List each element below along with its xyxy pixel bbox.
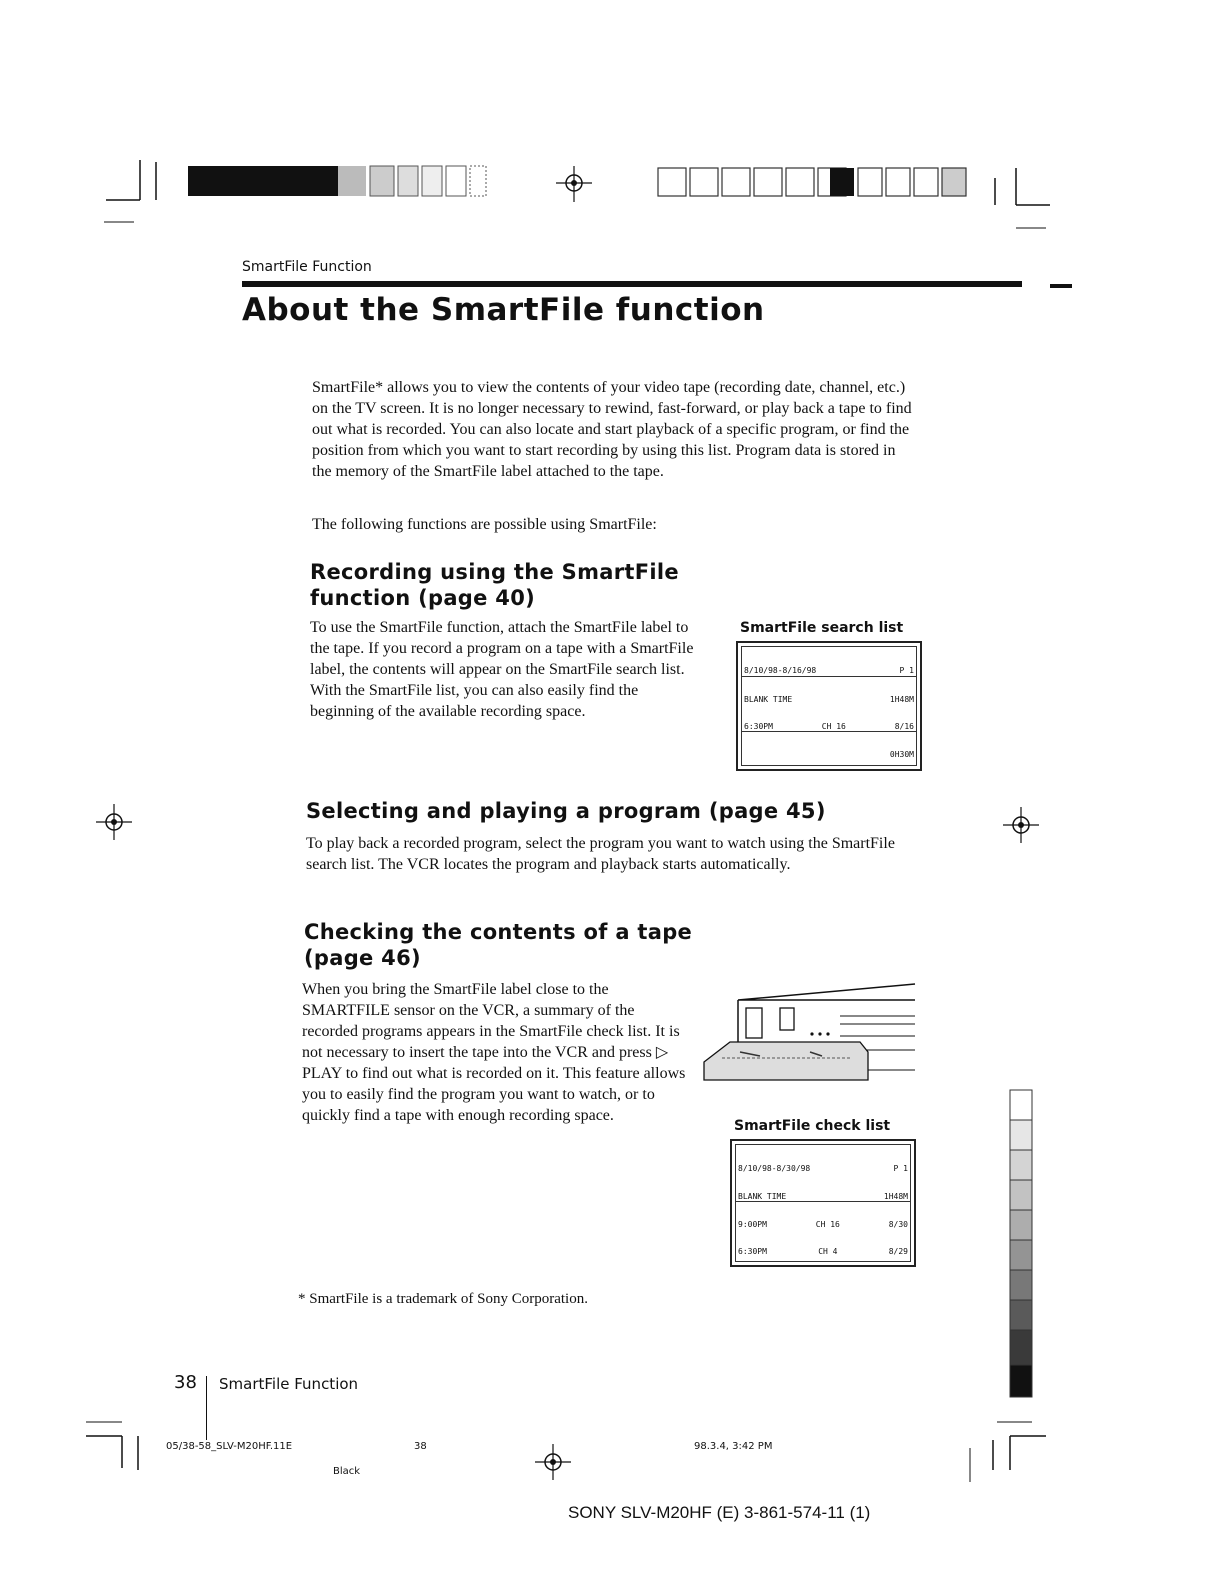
list-item: 6:30PM CH 4 8/29 xyxy=(738,1247,908,1256)
blank-time-value: 1H48M xyxy=(883,1192,908,1201)
registration-mark-top xyxy=(556,166,592,202)
check-list-caption: SmartFile check list xyxy=(734,1118,891,1134)
gray-scale-strip xyxy=(1010,1090,1032,1397)
search-list-screen xyxy=(736,641,922,771)
search-list-date-range: 8/10/98-8/16/98 xyxy=(744,666,817,675)
check-list-page: P 1 xyxy=(893,1164,908,1173)
search-list-page: P 1 xyxy=(899,666,914,675)
blank-time-label: BLANK TIME xyxy=(738,1192,787,1201)
blank-time-value: 1H48M xyxy=(889,695,914,704)
blank-time-label: BLANK TIME xyxy=(744,695,793,704)
list-item: 9:00PM CH 16 8/30 xyxy=(738,1220,908,1229)
print-timestamp: 98.3.4, 3:42 PM xyxy=(694,1441,773,1452)
heading-line: (page 46) xyxy=(304,946,421,970)
registration-mark-left xyxy=(96,804,132,840)
section-body-recording: To use the SmartFile function, attach the SmartFile label to the tape. If you record a program on a tape with a SmartFile label, the contents will appear on the SmartFile search list. With the SmartFile list, you can also easily find the beginning of the available recording space. xyxy=(310,619,694,720)
page-title: About the SmartFile function xyxy=(242,292,765,328)
vcr-illustration xyxy=(700,980,920,1090)
print-page-ref: 38 xyxy=(414,1441,427,1452)
check-list-date-range: 8/10/98-8/30/98 xyxy=(738,1164,811,1173)
color-bar-left xyxy=(188,166,486,196)
heading-line: Recording using the SmartFile xyxy=(310,560,679,584)
model-line: SONY SLV-M20HF (E) 3-861-574-11 (1) xyxy=(568,1503,871,1522)
check-list-screen xyxy=(730,1139,916,1267)
footnote: * SmartFile is a trademark of Sony Corporation. xyxy=(298,1291,588,1307)
section-heading-checking xyxy=(304,919,724,971)
section-heading-selecting: Selecting and playing a program (page 45) xyxy=(306,799,826,823)
section-body-checking: When you bring the SmartFile label close to the SMARTFILE sensor on the VCR, a summary of the recorded programs appears in the SmartFile check list. It is not necessary to insert the tape into the VCR and press ▷ PLAY to find out what is recorded on it. This feature allows you to easily find the program you want to watch, or to quickly find a tape with enough recording space. xyxy=(302,981,686,1124)
section-body-selecting: To play back a recorded program, select the program you want to watch using the SmartFile search list. The VCR locates the program and playback starts automatically. xyxy=(306,835,895,873)
heading-line: function (page 40) xyxy=(310,586,536,610)
program-length: 0H30M xyxy=(889,750,914,759)
print-file-name: 05/38-58_SLV-M20HF.11E xyxy=(166,1441,293,1452)
registration-mark-bottom xyxy=(535,1444,571,1480)
color-bar-right xyxy=(658,168,966,196)
intro-lead-in: The following functions are possible using SmartFile: xyxy=(312,516,657,533)
heading-line: Checking the contents of a tape xyxy=(304,920,693,944)
list-item[interactable]: 6:30PM CH 16 8/16 xyxy=(742,722,916,732)
section-heading-recording xyxy=(310,559,730,611)
search-list-caption: SmartFile search list xyxy=(740,620,904,636)
running-head: SmartFile Function xyxy=(242,259,372,275)
page-number: 38 xyxy=(174,1372,197,1393)
header-rule xyxy=(242,281,1022,287)
footer-section: SmartFile Function xyxy=(219,1375,359,1393)
footer-divider xyxy=(206,1376,207,1440)
intro-paragraph: SmartFile* allows you to view the contents of your video tape (recording date, channel, etc.) on the TV screen. It is no longer necessary to rewind, fast-forward, or play back a tape to find out what is recorded. You can also locate and start playback of a specific program, or find the position from which you want to start recording by using this list. Program data is stored in the memory of the SmartFile label attached to the tape. xyxy=(312,379,912,480)
thumb-tab-mark xyxy=(1050,284,1072,288)
print-color: Black xyxy=(333,1466,361,1477)
registration-mark-right xyxy=(1003,807,1039,843)
